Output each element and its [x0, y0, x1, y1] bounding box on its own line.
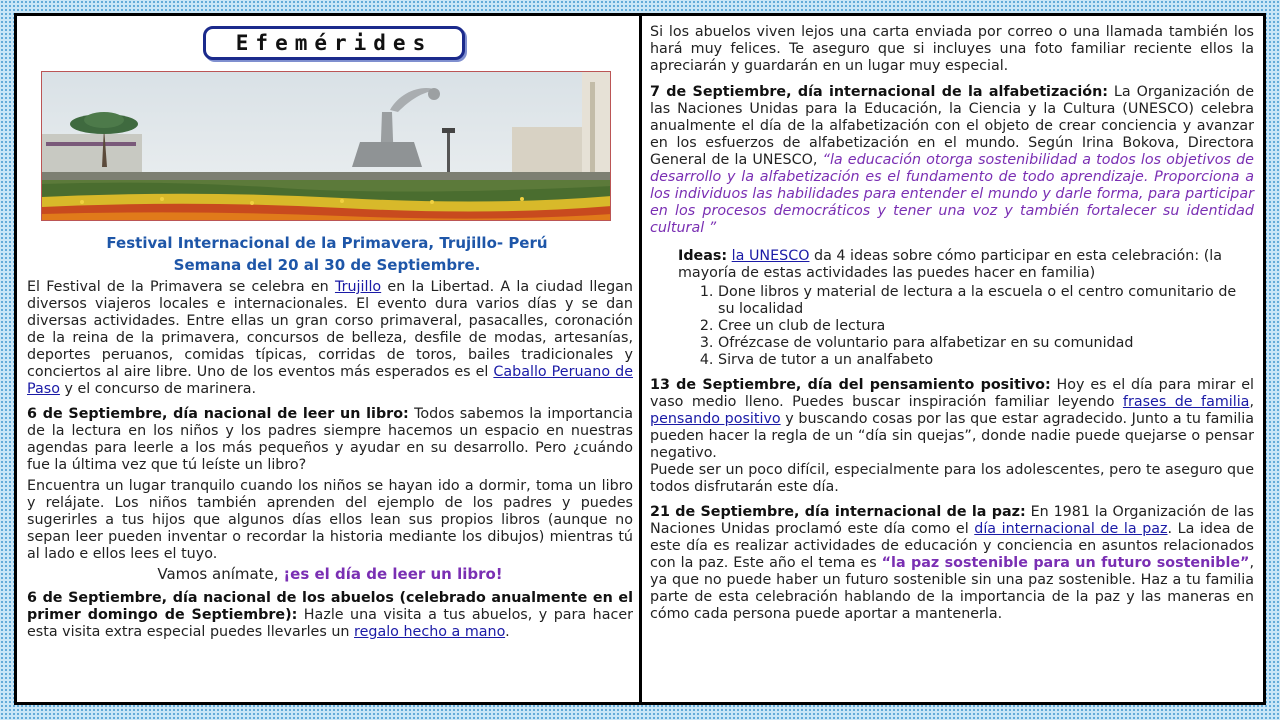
positivo-text-a: Hoy es el día para mirar el vaso medio lleno. Puedes buscar inspiración familiar leyendo: [650, 377, 1254, 410]
paz-text-b: . La idea de este día es realizar actividades de educación y conciencia en asuntos relacionados con la paz. Este año el tema es: [650, 521, 1254, 571]
right-column: [650, 24, 1254, 623]
abuelos-text-a: Hazle una visita a tus abuelos, y para hacer esta visita extra especial puedes llevarles un: [27, 607, 633, 640]
alfabetizacion-paragraph: [650, 84, 1254, 237]
paz-theme: “la paz sostenible para un futuro sostenible”: [881, 555, 1250, 571]
alfabetizacion-text: La Organización de las Naciones Unidas para la Educación, la Ciencia y la Cultura (UNESCO) celebra anualmente el día de la alfabetización con el objeto de crear conciencia y avanzar en los esfuerzos de alfabetización en el mundo. Según Irina Bokova, Directora General de la UNESCO,: [650, 84, 1254, 168]
regalo-link[interactable]: regalo hecho a mano: [354, 624, 506, 640]
ideas-list: [650, 284, 1254, 369]
left-column: [27, 279, 633, 641]
ideas-text: da 4 ideas sobre cómo participar en esta celebración: (la mayoría de estas actividades las puedes hacer en familia): [678, 248, 1223, 281]
list-item: 2. Cree un club de lectura: [718, 318, 1254, 335]
positivo-paragraph: [650, 377, 1254, 462]
festival-heading: [17, 232, 637, 276]
abuelos-paragraph: [27, 590, 633, 641]
festival-paragraph: [27, 279, 633, 398]
paz-heading: 21 de Septiembre, día internacional de la paz:: [650, 504, 1026, 520]
column-divider: [639, 16, 642, 702]
list-item: 4. Sirva de tutor a un analfabeto: [718, 352, 1254, 369]
festival-title: Festival Internacional de la Primavera, Trujillo- Perú: [106, 234, 548, 252]
festival-text-b: en la Libertad. A la ciudad llegan diversos viajeros locales e internacionales. El evento dura varios días y se dan diversas actividades. Entre ellas un gran corso primaveral, pasacalles, coronación de la reina de la primavera, concursos de belleza, desfile de modas, artesanías, deportes peruanos, comidas típicas, corridas de toros, bailes tradicionales y conciertos al aire libre. Uno de los eventos más esperados es el: [27, 279, 633, 380]
festival-text-c: y el concurso de marinera.: [59, 381, 257, 397]
bokova-quote: “la educación otorga sostenibilidad a todos los objetivos de desarrollo y la alfabetización es el fundamento de todo aprendizaje. Proporciona a los individuos las habilidades para entender el mundo y darle forma, para participar en los procesos democráticos y tener una voz y también fortalecer su identidad cultural ”: [650, 152, 1254, 236]
plaza-image: [42, 72, 611, 221]
libro-heading: 6 de Septiembre, día nacional de leer un libro:: [27, 406, 409, 422]
paz-paragraph: [650, 504, 1254, 623]
caballo-peruano-link[interactable]: Caballo Peruano de Paso: [27, 364, 633, 397]
positivo-text-c: y buscando cosas por las que estar agradecido. Junto a tu familia pueden hacer la regla de un “día sin quejas”, donde nadie puede quejarse o pensar negativo.: [650, 411, 1254, 461]
ideas-paragraph: [678, 248, 1254, 282]
alfabetizacion-heading: 7 de Septiembre, día internacional de la alfabetización:: [650, 84, 1109, 100]
unesco-link[interactable]: la UNESCO: [731, 248, 810, 264]
positivo-paragraph-2: Puede ser un poco difícil, especialmente para los adolescentes, pero te aseguro que todos disfrutarán este día.: [650, 462, 1254, 495]
pensando-positivo-link[interactable]: pensando positivo: [650, 411, 781, 427]
paz-text-c: , ya que no puede haber un futuro sostenible sin una paz sostenible. Haz a tu familia parte de esta celebración hablando de la importancia de la paz y las maneras en cómo cada persona puede aportar a mantenerla.: [650, 555, 1254, 622]
newsletter-frame: [14, 13, 1266, 705]
abuelos-heading: 6 de Septiembre, día nacional de los abuelos (celebrado anualmente en el primer domingo de Septiembre):: [27, 590, 633, 623]
festival-dates: Semana del 20 al 30 de Septiembre.: [173, 256, 481, 274]
page-title: Efemérides: [203, 26, 465, 60]
positivo-text-b: ,: [1249, 394, 1254, 410]
abuelos-text-b: .: [505, 624, 510, 640]
ideas-block: [650, 248, 1254, 282]
libro-paragraph: [27, 406, 633, 474]
festival-text-a: El Festival de la Primavera se celebra en: [27, 279, 335, 295]
libro-closing-text: Vamos anímate,: [157, 565, 284, 583]
dia-paz-link[interactable]: día internacional de la paz: [974, 521, 1168, 537]
paz-text-a: En 1981 la Organización de las Naciones Unidas proclamó este día como el: [650, 504, 1254, 537]
libro-closing: [27, 565, 633, 584]
libro-closing-emphasis: ¡es el día de leer un libro!: [283, 565, 503, 583]
trujillo-link[interactable]: Trujillo: [334, 279, 382, 295]
positivo-heading: 13 de Septiembre, día del pensamiento positivo:: [650, 377, 1051, 393]
list-item: 1. Done libros y material de lectura a la escuela o el centro comunitario de su localidad: [718, 284, 1254, 318]
libro-paragraph-2: Encuentra un lugar tranquilo cuando los niños se hayan ido a dormir, toma un libro y relájate. Los niños también aprenden del ejemplo de los padres y puedes sugerirles a tus hijos que algunos días ellos lean sus propios libros (aunque no sepan leer pueden inventar o recordar la historia mediante los dibujos) mientras tú al lado e ellos lees el tuyo.: [27, 478, 633, 562]
ideas-label: Ideas:: [678, 248, 728, 264]
list-item: 3. Ofrézcase de voluntario para alfabetizar en su comunidad: [718, 335, 1254, 352]
abuelos-continued: Si los abuelos viven lejos una carta enviada por correo o una llamada también los hará muy felices. Te aseguro que si incluyes una foto familiar reciente ellos la apreciarán y guardarán en un lugar muy especial.: [650, 24, 1254, 74]
libro-text: Todos sabemos la importancia de la lectura en los niños y los padres siempre hacemos un espacio en nuestras agendas para leerle a los más pequeños y ayudar en su desarrollo. Pero ¿cuándo fue la última vez que tú leíste un libro?: [27, 406, 633, 473]
frases-familia-link[interactable]: frases de familia: [1122, 394, 1250, 410]
festival-photo: [41, 71, 611, 221]
